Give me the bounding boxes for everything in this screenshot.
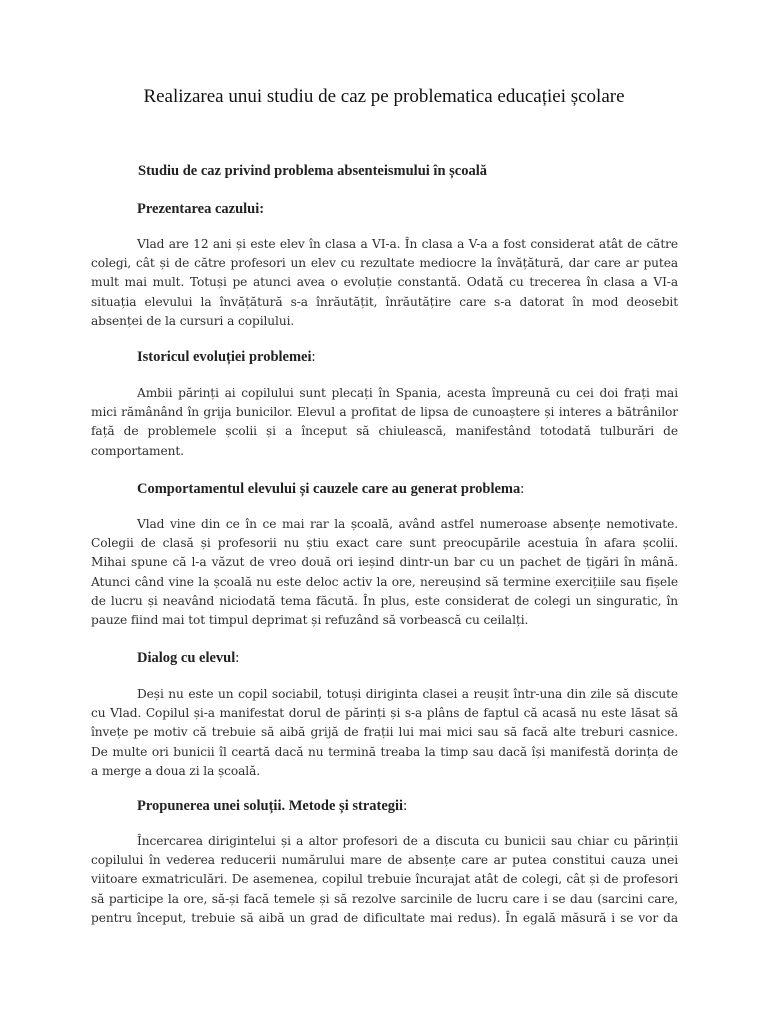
paragraph-line: mult mai mult. Totuși pe atunci avea o evoluție constantă. Odată cu trecerea în clasa a VI-a bbox=[91, 275, 678, 290]
paragraph-solution bbox=[91, 832, 678, 928]
section-heading-presentation bbox=[137, 201, 264, 218]
paragraph-line: față de problemele școlii și a început să chiulească, manifestând totodată tulburări de bbox=[91, 424, 678, 439]
paragraph-line: situația elevului la învățătură s-a înrăutățit, înrăutățire care s-a datorat în mod deosebit bbox=[91, 294, 678, 309]
paragraph-line: Încercarea dirigintelui și a altor profesori de a discuta cu bunicii sau chiar cu părinții bbox=[137, 834, 678, 848]
document-title: Realizarea unui studiu de caz pe problematica educației școlare bbox=[143, 86, 625, 107]
subtitle-heading: Studiu de caz privind problema absenteismului în școală bbox=[138, 163, 487, 179]
paragraph-line: De multe ori bunicii îl ceartă dacă nu termină treaba la timp sau dacă își manifestă dorința de bbox=[91, 744, 678, 759]
paragraph-line: cu Vlad. Copilul și-a manifestat dorul de părinți și s-a plâns de faptul că acasă nu este lăsat să bbox=[91, 706, 678, 721]
paragraph-line: Mihai spune că l-a văzut de vreo două ori ieșind dintr-un bar cu un pachet de țigări în mână. bbox=[91, 555, 678, 570]
section-heading-colon: : bbox=[520, 481, 525, 497]
paragraph-dialog bbox=[91, 685, 678, 781]
section-heading-solution bbox=[137, 798, 407, 815]
paragraph-line: copilului în vederea reducerii numărului mare de absențe care ar putea constitui cauza unei bbox=[91, 853, 678, 868]
paragraph-line: învețe pe motiv că trebuie să aibă grijă de frații lui mai mici sau să facă alte treburi casnice. bbox=[91, 725, 678, 740]
paragraph-line: a merge a doua zi la școală. bbox=[91, 763, 261, 778]
section-heading-text: Dialog cu elevul bbox=[137, 650, 236, 666]
paragraph-line: Ambii părinți ai copilului sunt plecați în Spania, acesta împreună cu cei doi frați mai bbox=[137, 386, 678, 400]
paragraph-line: colegi, cât și de către profesori un elev cu rezultate mediocre la învățătură, dar care ar putea bbox=[91, 256, 678, 271]
section-heading-colon: : bbox=[311, 349, 316, 365]
paragraph-history bbox=[91, 384, 678, 461]
paragraph-line: Atunci când vine la școală nu este deloc activ la ore, nereușind să termine exercițiile sau fișele bbox=[91, 574, 678, 589]
section-heading-colon: : bbox=[403, 798, 408, 814]
paragraph-line: Vlad vine din ce în ce mai rar la școală, având astfel numeroase absențe nemotivate. bbox=[137, 517, 678, 531]
paragraph-line: Vlad are 12 ani și este elev în clasa a VI-a. În clasa a V-a a fost considerat atât de către bbox=[137, 237, 678, 251]
section-heading-text: Istoricul evoluției problemei bbox=[137, 349, 312, 365]
section-heading-text: Comportamentul elevului și cauzele care au generat problema bbox=[137, 481, 521, 497]
paragraph-presentation bbox=[91, 235, 678, 331]
section-heading-behavior bbox=[137, 481, 524, 498]
paragraph-line: Deși nu este un copil sociabil, totuși diriginta clasei a reușit într-una din zile să discute bbox=[137, 687, 678, 701]
section-heading-text: Propunerea unei soluții. Metode și strategii bbox=[137, 798, 404, 814]
section-heading-history bbox=[137, 349, 316, 366]
paragraph-behavior bbox=[91, 515, 678, 630]
section-heading-text: Prezentarea cazului: bbox=[137, 201, 265, 217]
paragraph-line: pauze fiind mai tot timpul deprimat și refuzând să vorbească cu ceilalți. bbox=[91, 613, 529, 628]
paragraph-line: comportament. bbox=[91, 443, 184, 458]
paragraph-line: mici rămânând în grija bunicilor. Elevul a profitat de lipsa de cunoaștere și interes a bătrânilor bbox=[91, 405, 678, 420]
paragraph-line: viitoare exmatriculări. De asemenea, copilul trebuie încurajat atât de colegi, cât și de profesori bbox=[91, 872, 678, 887]
paragraph-line: să participe la ore, să-și facă temele și să rezolve sarcinile de lucru care i se dau (sarcini care, bbox=[91, 891, 678, 906]
section-heading-dialog bbox=[137, 650, 239, 667]
section-heading-colon: : bbox=[235, 650, 240, 666]
paragraph-line: de lucru și neavând niciodată tema făcută. În plus, este considerat de colegi un singuratic, în bbox=[91, 593, 678, 608]
paragraph-line: pentru început, trebuie să aibă un grad de dificultate mai redus). În egală măsură i se vor da bbox=[91, 910, 678, 925]
paragraph-line: absenței de la cursuri a copilului. bbox=[91, 313, 295, 328]
paragraph-line: Colegii de clasă și profesorii nu știu exact care sunt preocupările acestuia în afara școlii. bbox=[91, 536, 678, 551]
